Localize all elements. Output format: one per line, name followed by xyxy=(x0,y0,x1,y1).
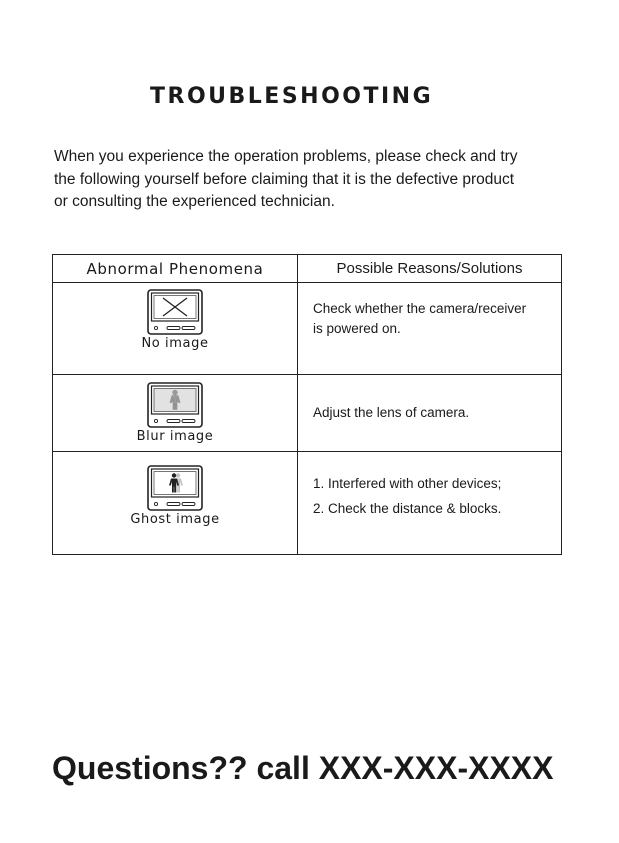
header-abnormal-phenomena: Abnormal Phenomena xyxy=(53,255,298,283)
header-possible-reasons: Possible Reasons/Solutions xyxy=(298,255,562,283)
table-row xyxy=(53,452,562,555)
phenomenon-cell xyxy=(53,452,298,555)
solution-line: Adjust the lens of camera. xyxy=(313,405,470,420)
solution-cell xyxy=(298,283,562,375)
solution-cell xyxy=(298,452,562,555)
phenomenon-label: Blur image xyxy=(136,429,214,444)
phenomenon-cell xyxy=(53,375,298,452)
page-title: TROUBLESHOOTING xyxy=(150,84,434,109)
phenomenon-label: Ghost image xyxy=(130,512,220,527)
solution-line: is powered on. xyxy=(313,321,401,336)
phenomenon-cell xyxy=(53,283,298,375)
solution-line: Check whether the camera/receiver xyxy=(313,301,527,316)
monitor-ghost-image-icon xyxy=(147,465,203,511)
solution-line: 1. Interfered with other devices; xyxy=(313,476,502,491)
troubleshooting-table xyxy=(52,254,562,555)
monitor-blur-image-icon xyxy=(147,382,203,428)
support-phone-footer: Questions?? call XXX-XXX-XXXX xyxy=(52,750,554,786)
intro-paragraph xyxy=(54,146,574,214)
solution-cell xyxy=(298,375,562,452)
table-row xyxy=(53,375,562,452)
table-row xyxy=(53,283,562,375)
phenomenon-label: No image xyxy=(141,336,209,351)
monitor-no-image-icon xyxy=(147,289,203,335)
intro-line: When you experience the operation problems, please check and try xyxy=(54,148,518,165)
solution-line: 2. Check the distance & blocks. xyxy=(313,501,502,516)
intro-line: or consulting the experienced technician. xyxy=(54,193,335,210)
table-header-row xyxy=(53,255,562,283)
intro-line: the following yourself before claiming that it is the defective product xyxy=(54,170,515,188)
